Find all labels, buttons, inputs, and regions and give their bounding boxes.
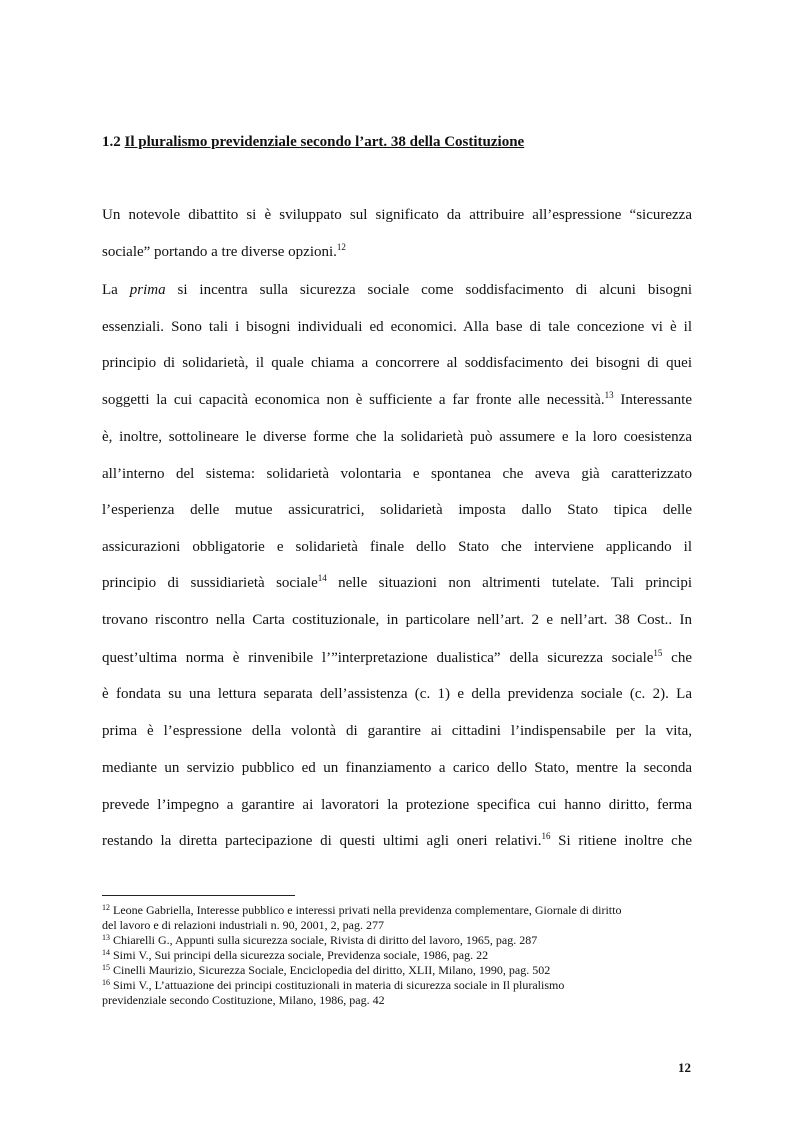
footnote-16-cont: previdenziale secondo Costituzione, Milano, 1986, pag. 42 [102, 993, 385, 1007]
body-line: principio di sussidiarietà sociale$^{14}$ nelle situazioni non altrimenti tutelate. Tali principi [102, 573, 692, 591]
section-number: 1.2 [102, 134, 121, 150]
body-line: La prima si incentra sulla sicurezza sociale come soddisfacimento di alcuni bisogni [102, 282, 692, 298]
body-line: mediante un servizio pubblico ed un finanziamento a carico dello Stato, mentre la seconda [102, 760, 692, 776]
body-line: soggetti la cui capacità economica non è sufficiente a far fronte alle necessità.$^{13}$ Interessante [102, 390, 692, 408]
body-line: trovano riscontro nella Carta costituzionale, in particolare nell’art. 2 e nell’art. 38 Cost.. In [102, 612, 692, 628]
section-title: Il pluralismo previdenziale secondo l’art. 38 della Costituzione [124, 134, 525, 150]
footnote-16: $^{16}$ Simi V., L’attuazione dei principi costituzionali in materia di sicurezza sociale in Il pluralismo [102, 978, 565, 992]
footnote-ref: 15 [653, 648, 663, 658]
body-line: restando la diretta partecipazione di questi ultimi agli oneri relativi.$^{16}$ Si ritiene inoltre che [102, 831, 692, 849]
body-line: principio di solidarietà, il quale chiama a concorrere al soddisfacimento dei bisogni di quei [102, 355, 692, 371]
body-line: assicurazioni obbligatorie e solidarietà finale dello Stato che interviene applicando il [102, 539, 692, 555]
body-line: Un notevole dibattito si è sviluppato sul significato da attribuire all’espressione “sicurezza [102, 207, 692, 223]
body-line: sociale” portando a tre diverse opzioni.$^{12}$ [102, 242, 346, 260]
body-line: è, inoltre, sottolineare le diverse forme che la solidarietà può assumere e la loro coesistenza [102, 429, 692, 445]
page-number: 12 [678, 1060, 691, 1075]
footnote-12: $^{12}$ Leone Gabriella, Interesse pubblico e interessi privati nella previdenza complementare, Giornale di diritto [102, 903, 622, 917]
section-heading [102, 134, 524, 151]
body-line: è fondata su una lettura separata dell’assistenza (c. 1) e della previdenza sociale (c. 2). La [102, 686, 692, 702]
footnote-ref: 12 [336, 242, 346, 252]
footnote-ref: 14 [317, 573, 327, 583]
body-line: essenziali. Sono tali i bisogni individuali ed economici. Alla base di tale concezione vi è il [102, 319, 692, 335]
footnote-ref: 13 [604, 390, 614, 400]
footnote-ref: 16 [541, 831, 551, 841]
body-line: quest’ultima norma è rinvenibile l’”interpretazione dualistica” della sicurezza sociale$^{15}$ che [102, 648, 692, 666]
footnote-15: $^{15}$ Cinelli Maurizio, Sicurezza Sociale, Enciclopedia del diritto, XLII, Milano, 1990, pag. 502 [102, 963, 551, 977]
footnote-12-cont: del lavoro e di relazioni industriali n. 90, 2001, 2, pag. 277 [102, 918, 384, 932]
body-line: prevede l’impegno a garantire ai lavoratori la protezione specifica cui hanno diritto, ferma [102, 797, 692, 813]
footnote-14: $^{14}$ Simi V., Sui principi della sicurezza sociale, Previdenza sociale, 1986, pag. 22 [102, 948, 489, 962]
footnote-13: $^{13}$ Chiarelli G., Appunti sulla sicurezza sociale, Rivista di diritto del lavoro, 1965, pag. 287 [102, 933, 538, 947]
body-line: l’esperienza delle mutue assicuratrici, solidarietà imposta dallo Stato tipica delle [102, 502, 692, 518]
body-line: all’interno del sistema: solidarietà volontaria e spontanea che aveva già caratterizzato [102, 466, 692, 482]
body-line: prima è l’espressione della volontà di garantire ai cittadini l’indispensabile per la vita, [102, 723, 692, 739]
footnote-separator [102, 895, 295, 896]
